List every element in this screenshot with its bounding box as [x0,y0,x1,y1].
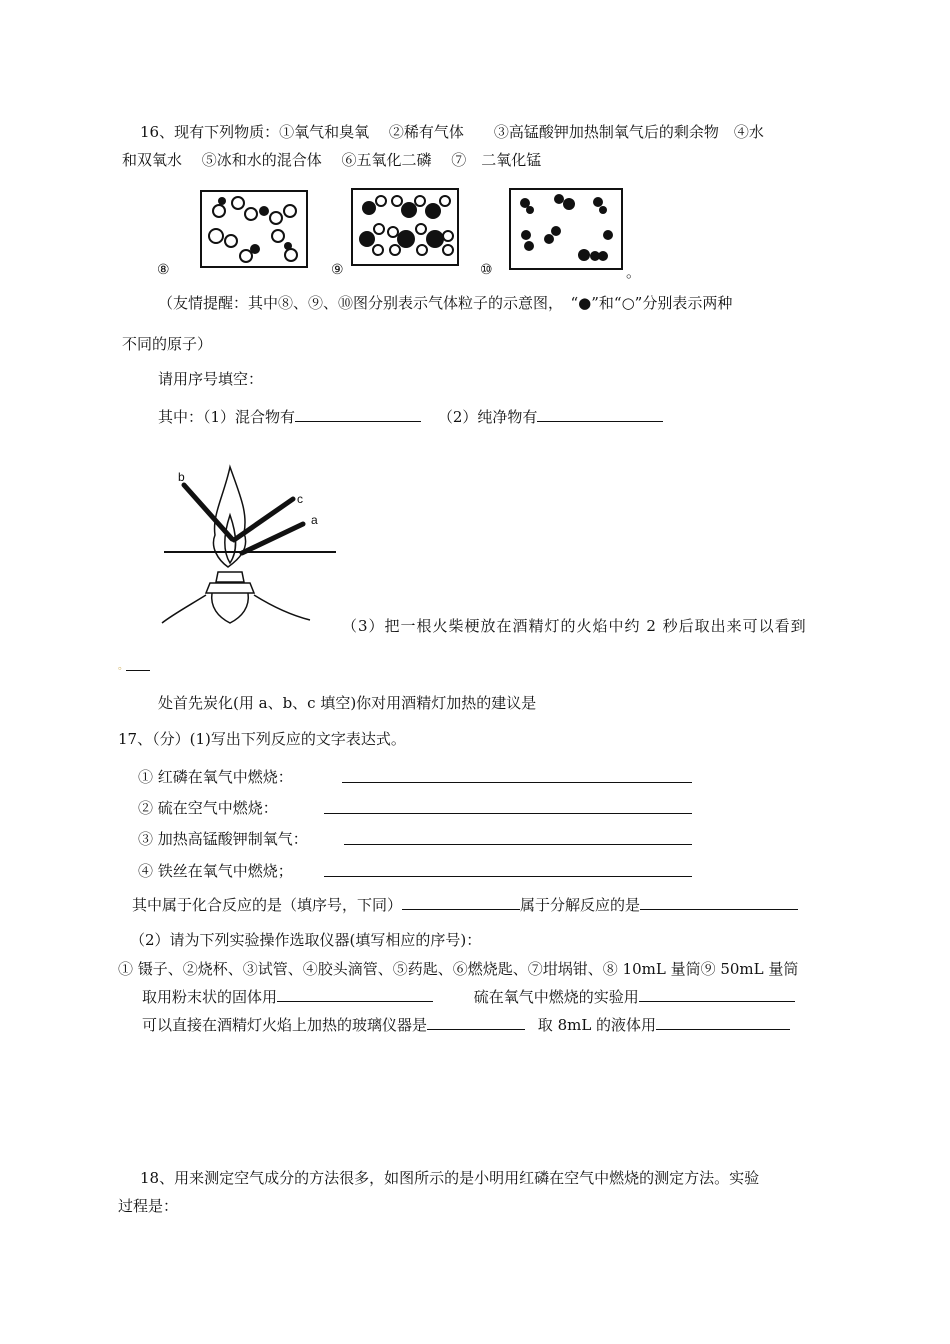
mixture-answer-blank[interactable] [295,407,421,422]
q16-line2: 和双氧水 ⑤冰和水的混合体 ⑥五氧化二磷 ⑦ 二氧化锰 [122,151,542,169]
combination-label: 其中属于化合反应的是（填序号，下同） [132,896,403,914]
reaction-3-blank[interactable] [344,830,692,845]
lamp-label-c: c [297,492,303,506]
q17-instruments: ① 镊子、②烧杯、③试管、④胶头滴管、⑤药匙、⑥燃烧匙、⑦坩埚钳、⑧ 10mL 量筒⑨ 50mL 量筒 [118,960,799,978]
cloth-right [254,595,310,620]
figure-end-mark: 。 [626,263,642,281]
lamp-neck [206,583,254,593]
q17-classify-line [132,895,798,915]
decomposition-label: 属于分解反应的是 [520,896,641,914]
figure-label-9: ⑨ [331,262,344,278]
alcohol-lamp-figure [160,455,340,635]
direct-heat-label: 可以直接在酒精灯火焰上加热的玻璃仪器是 [142,1016,428,1034]
q16-fill-line [158,407,663,427]
particle-figure-10 [509,188,623,270]
matchstick-b [184,485,232,539]
carbonize-answer-blank[interactable] [126,656,150,671]
figure-label-10: ⑩ [480,262,493,278]
reaction-1-blank[interactable] [342,768,692,783]
figure-label-8: ⑧ [157,262,170,278]
particle-figure-8 [200,190,308,268]
lamp-body [212,593,249,623]
direct-heat-answer-blank[interactable] [427,1015,525,1030]
fill-pure-label: （2）纯净物有 [437,408,538,426]
powder-label: 取用粉末状的固体用 [142,988,278,1006]
q16-part3-line2: 处首先炭化(用 a、b、c 填空)你对用酒精灯加热的建议是 [158,694,537,712]
measure-answer-blank[interactable] [656,1015,790,1030]
reaction-3-label: ③ 加热高锰酸钾制氧气： [138,830,308,848]
q17-use-line2 [142,1015,790,1035]
cloth-left [162,595,206,623]
powder-answer-blank[interactable] [277,987,433,1002]
lamp-label-b: b [178,470,185,484]
particle-figure-9 [351,188,459,266]
q17-title: 17、（分）(1)写出下列反应的文字表达式。 [118,730,406,748]
measure-label: 取 8mL 的液体用 [537,1016,657,1034]
q16-line1: 16、现有下列物质：①氧气和臭氧 ②稀有气体 ③高锰酸钾加热制氧气后的剩余物 ④水 [140,123,764,141]
combination-answer-blank[interactable] [402,895,520,910]
q16-part3-dot: 。 [118,661,128,672]
q17-use-line1 [142,987,795,1007]
reaction-2-blank[interactable] [324,799,692,814]
q16-instruction: 请用序号填空： [158,370,264,388]
pure-answer-blank[interactable] [537,407,663,422]
sulfur-label: 硫在氧气中燃烧的实验用 [473,988,639,1006]
reaction-4-label: ④ 铁丝在氧气中燃烧； [138,862,293,880]
q17-part2-title: （2）请为下列实验操作选取仪器(填写相应的序号)： [130,931,482,949]
particle-diagram-9 [353,190,457,264]
sulfur-answer-blank[interactable] [639,987,795,1002]
particle-diagram-8 [202,192,306,266]
decomposition-answer-blank[interactable] [640,895,798,910]
q18-line1: 18、用来测定空气成分的方法很多，如图所示的是小明用红磷在空气中燃烧的测定方法。实验 [140,1169,760,1187]
reaction-2-label: ② 硫在空气中燃烧： [138,799,278,817]
fill-mixture-label: 其中：（1）混合物有 [158,408,296,426]
q16-hint-line2: 不同的原子） [122,335,213,353]
q16-hint-line1: （友情提醒：其中⑧、⑨、⑩图分别表示气体粒子的示意图， “●”和“○”分别表示两种 [158,294,733,312]
q18-line2: 过程是： [118,1197,179,1215]
lamp-wick-holder [216,572,244,582]
reaction-1-label: ① 红磷在氧气中燃烧： [138,768,293,786]
reaction-4-blank[interactable] [324,862,692,877]
lamp-label-a: a [311,513,318,527]
q16-part3-line1: （3）把一根火柴梗放在酒精灯的火焰中约 2 秒后取出来可以看到 [342,617,807,635]
particle-diagram-10 [511,190,621,268]
